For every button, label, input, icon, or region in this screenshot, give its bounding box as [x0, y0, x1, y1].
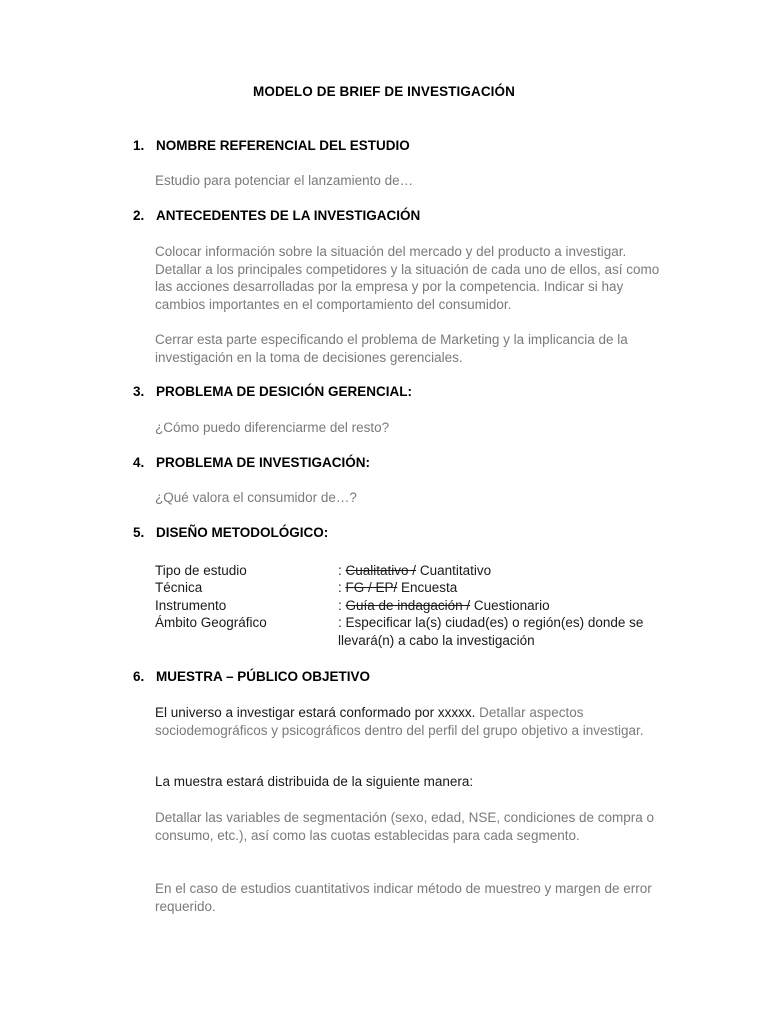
row-value [338, 562, 658, 580]
section-title: MUESTRA – PÚBLICO OBJETIVO [156, 669, 371, 684]
section-number: 5. [133, 525, 145, 540]
section-title: ANTECEDENTES DE LA INVESTIGACIÓN [156, 208, 421, 223]
struck-option: Cualitativo / [345, 563, 417, 578]
section-2-text-2: Cerrar esta parte especificando el problema de Marketing y la implicancia de la investigación en la toma de decisiones gerenciales. [155, 332, 628, 365]
row-colon: : [338, 580, 346, 595]
struck-option: Guía de indagación / [345, 598, 471, 613]
selected-option: Cuantitativo [416, 563, 492, 578]
selected-option: Cuestionario [470, 598, 550, 613]
row-value [338, 597, 658, 615]
row-label: Ámbito Geográfico [155, 615, 267, 630]
section-2-text-1: Colocar información sobre la situación del mercado y del producto a investigar. Detallar a los principales competidores y la situación de cada uno de ellos, así como las acciones desarrolladas por la empresa y por la competencia. Indicar si hay cambios importantes en el comportamiento del consumidor. [155, 244, 660, 312]
section-number: 6. [133, 669, 145, 684]
universe-guidance: Detallar aspectos sociodemográficos y psicográficos dentro del perfil del grupo objetivo a investigar. [155, 705, 644, 738]
section-4-text: ¿Qué valora el consumidor de…? [155, 490, 357, 505]
section-2-heading [133, 208, 420, 223]
selected-option: Especificar la(s) ciudad(es) o región(es) donde se llevará(n) a cabo la investigación [338, 615, 644, 648]
section-3-text: ¿Cómo puedo diferenciarme del resto? [155, 420, 390, 435]
row-colon: : [338, 563, 346, 578]
section-number: 3. [133, 384, 145, 399]
struck-option: FG / EP/ [345, 580, 398, 595]
section-5-heading [133, 525, 328, 540]
row-colon: : [338, 598, 346, 613]
section-1-text: Estudio para potenciar el lanzamiento de… [155, 173, 414, 188]
section-3-heading [133, 384, 412, 399]
section-4-heading [133, 455, 370, 470]
section-number: 4. [133, 455, 145, 470]
section-title: PROBLEMA DE DESICIÓN GERENCIAL: [156, 384, 413, 399]
section-title: NOMBRE REFERENCIAL DEL ESTUDIO [156, 138, 410, 153]
section-number: 1. [133, 138, 145, 153]
selected-option: Encuesta [397, 580, 458, 595]
row-label: Tipo de estudio [155, 563, 247, 578]
universe-statement: El universo a investigar estará conformado por xxxxx. [155, 705, 476, 720]
section-6-text-3: Detallar las variables de segmentación (sexo, edad, NSE, condiciones de compra o consumo, etc.), así como las cuotas establecidas para cada segmento. [155, 810, 655, 843]
section-6-text-4: En el caso de estudios cuantitativos indicar método de muestreo y margen de error requerido. [155, 881, 652, 914]
document-title: MODELO DE BRIEF DE INVESTIGACIÓN [253, 84, 515, 99]
row-label: Instrumento [155, 598, 227, 613]
row-label: Técnica [155, 580, 203, 595]
section-1-heading [133, 138, 410, 153]
section-title: PROBLEMA DE INVESTIGACIÓN: [156, 455, 371, 470]
row-value [338, 614, 658, 649]
section-title: DISEÑO METODOLÓGICO: [156, 525, 329, 540]
section-6-text-2: La muestra estará distribuida de la siguiente manera: [155, 774, 474, 789]
row-value [338, 579, 658, 597]
section-number: 2. [133, 208, 145, 223]
row-colon: : [338, 615, 346, 630]
section-6-text-1 [155, 704, 665, 739]
section-6-heading [133, 669, 370, 684]
